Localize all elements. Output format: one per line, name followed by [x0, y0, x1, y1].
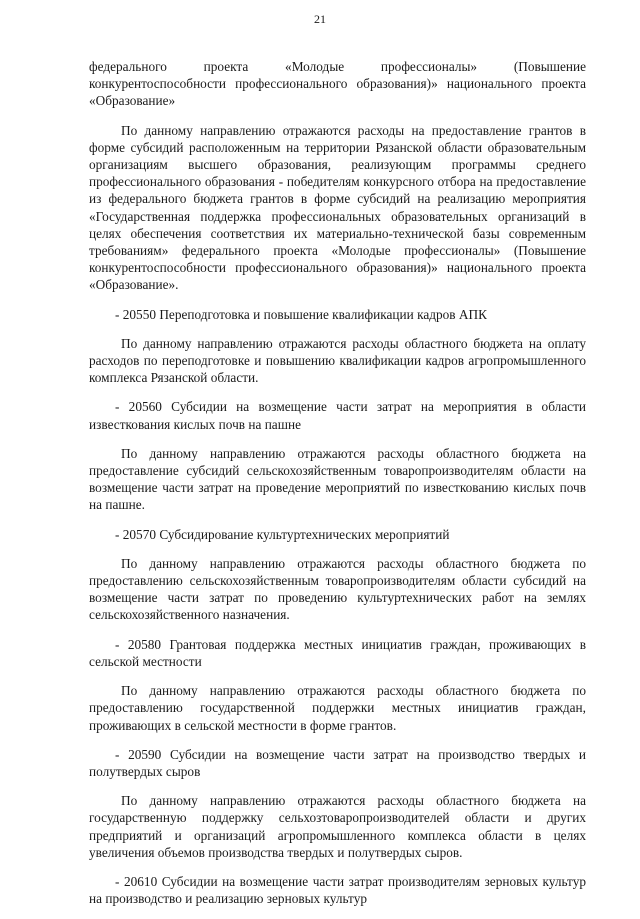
- page-number: 21: [314, 12, 326, 26]
- paragraph-grants-description: По данному направлению отражаются расходы на предоставление грантов в форме субсидий расположенным на территории Рязанской области образовательным организациям высшего образования, реализующим программы среднего профессионального образования - победителям конкурсного отбора на предоставление из федерального бюджета грантов в форме субсидий на реализацию мероприятия «Государственная поддержка профессиональных образовательных организаций в целях обеспечения соответствия их материально-технической базы современным требованиям» федерального проекта «Молодые профессионалы» (Повышение конкурентоспособности профессионального образования)» национального проекта «Образование».: [89, 122, 586, 293]
- paragraph-20590-description: По данному направлению отражаются расходы областного бюджета на государственную поддержку сельхозтоваропроизводителей области и других предприятий и организаций агропромышленного комплекса области в целях увеличения объемов производства твердых и полутвердых сыров.: [89, 793, 586, 860]
- heading-20570: - 20570 Субсидирование культуртехнических мероприятий: [115, 526, 450, 542]
- paragraph-continuation: федерального проекта «Молодые профессионалы» (Повышение конкурентоспособности профессионального образования)» национального проекта «Образование»: [89, 59, 586, 109]
- heading-20580: - 20580 Грантовая поддержка местных инициатив граждан, проживающих в сельской местности: [89, 636, 586, 669]
- heading-20590: - 20590 Субсидии на возмещение части затрат на производство твердых и полутвердых сыров: [89, 746, 586, 779]
- paragraph-20550-description: По данному направлению отражаются расходы областного бюджета на оплату расходов по переподготовке и повышению квалификации кадров агропромышленного комплекса Рязанской области.: [89, 335, 586, 386]
- paragraph-20570-description: По данному направлению отражаются расходы областного бюджета по предоставлению сельскохозяйственным товаропроизводителям области субсидий на возмещение части затрат по проведению культуртехнических работ на землях сельскохозяйственного назначения.: [89, 555, 586, 623]
- heading-20560: - 20560 Субсидии на возмещение части затрат на мероприятия в области известкования кислых почв на пашне: [89, 399, 586, 432]
- heading-20610: - 20610 Субсидии на возмещение части затрат производителям зерновых культур на производство и реализацию зерновых культур: [89, 873, 586, 907]
- document-body: [89, 58, 586, 919]
- paragraph-20560-description: По данному направлению отражаются расходы областного бюджета на предоставление субсидий сельскохозяйственным товаропроизводителям области на возмещение части затрат на проведение мероприятий по известкованию кислых почв на пашне.: [89, 445, 586, 513]
- paragraph-20580-description: По данному направлению отражаются расходы областного бюджета по предоставлению государственной поддержки местных инициатив граждан, проживающих в сельской местности в форме грантов.: [89, 683, 586, 733]
- heading-20550: - 20550 Переподготовка и повышение квалификации кадров АПК: [115, 306, 487, 322]
